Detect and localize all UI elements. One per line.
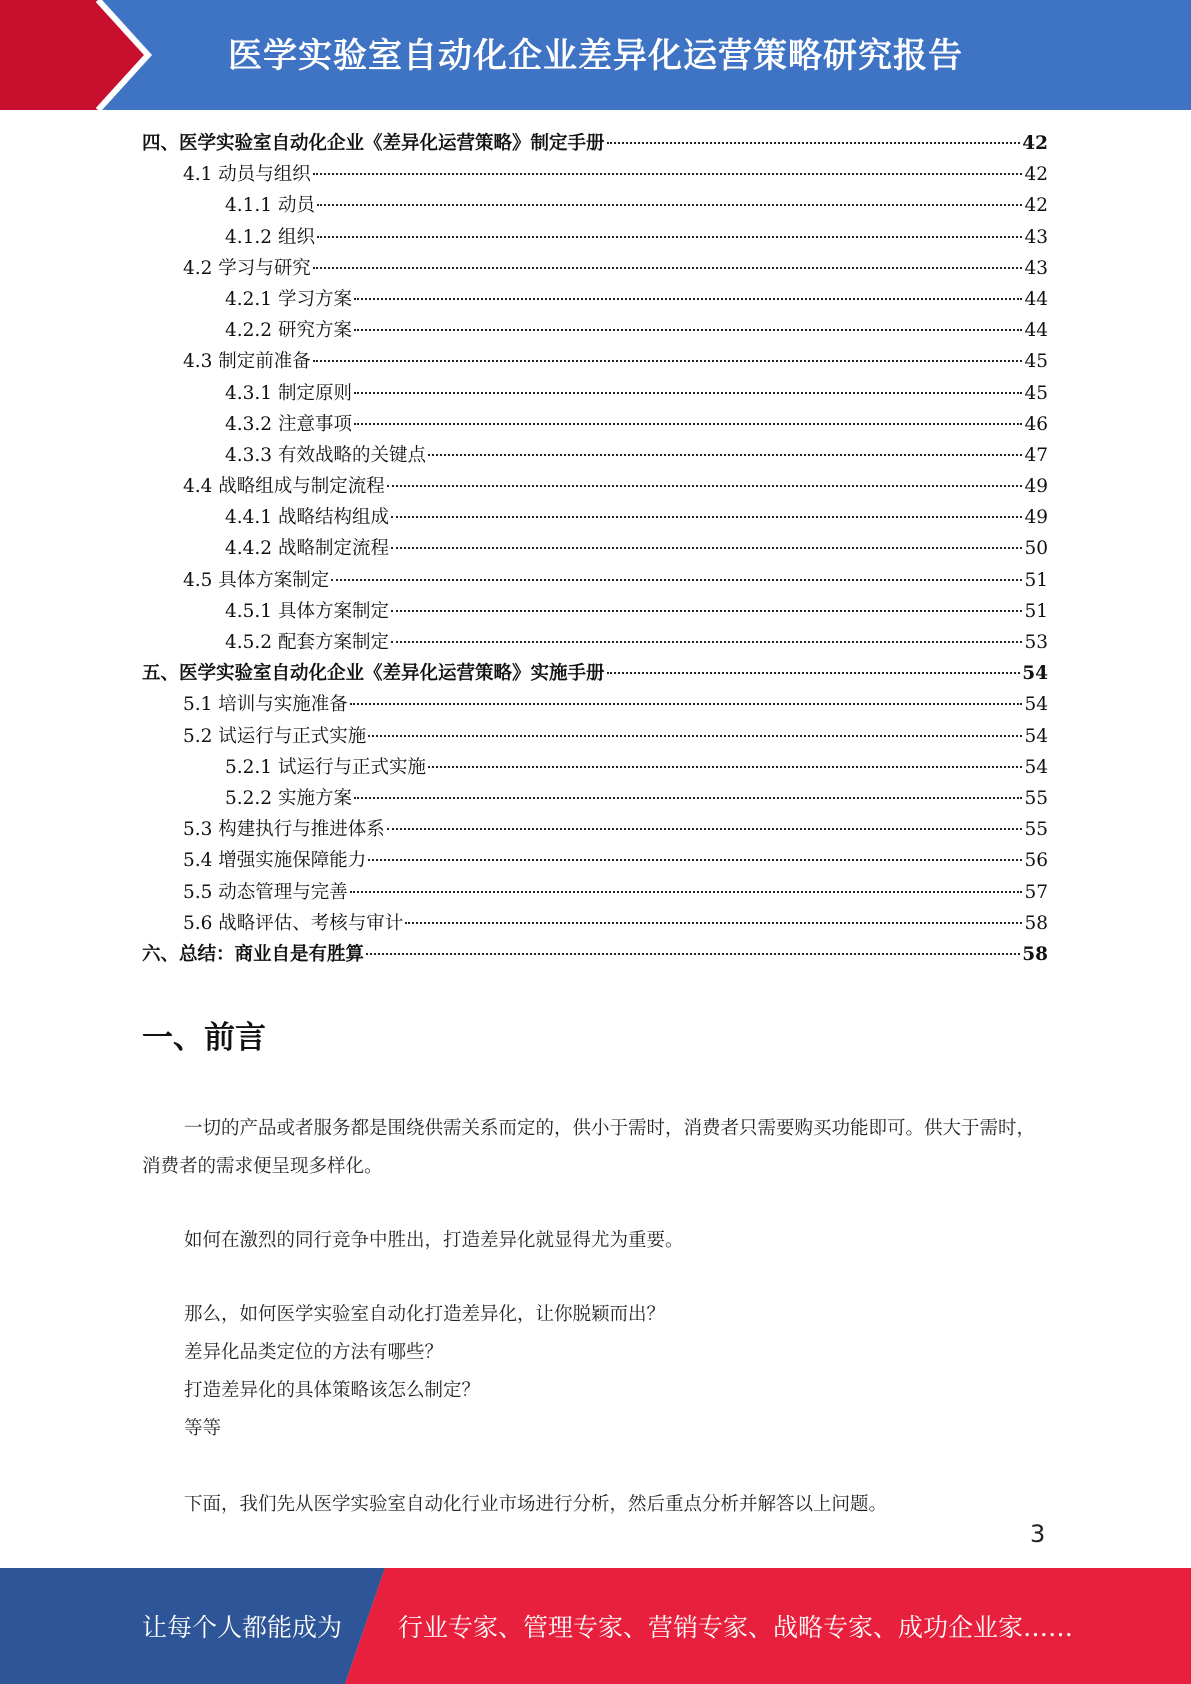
- toc-dot-leader: [313, 267, 1023, 269]
- toc-entry[interactable]: [142, 877, 1048, 908]
- footer-slogan-left: 让每个人都能成为: [142, 1613, 343, 1642]
- toc-dot-leader: [368, 735, 1022, 737]
- toc-entry-page: 43: [1024, 257, 1048, 279]
- toc-entry[interactable]: [142, 378, 1048, 409]
- toc-dot-leader: [354, 423, 1023, 425]
- question-item: 差异化品类定位的方法有哪些？: [184, 1342, 444, 1363]
- toc-entry-page: 42: [1024, 195, 1048, 217]
- toc-dot-leader: [391, 641, 1022, 643]
- toc-entry-page: 51: [1024, 600, 1048, 622]
- toc-entry-page: 55: [1024, 787, 1048, 809]
- toc-entry[interactable]: [142, 721, 1048, 752]
- question-item: 那么，如何医学实验室自动化打造差异化，让你脱颖而出？: [184, 1304, 666, 1325]
- intro-paragraph-3: [142, 1486, 1048, 1524]
- question-item: 打造差异化的具体策略该怎么制定？: [184, 1380, 481, 1401]
- toc-entry-label: 5.2.2 实施方案: [225, 787, 352, 809]
- toc-entry-label: 4.3.1 制定原则: [225, 382, 352, 404]
- toc-entry-label: 4.1 动员与组织: [183, 164, 311, 186]
- toc-entry-page: 54: [1024, 756, 1048, 778]
- toc-entry-page: 54: [1024, 694, 1048, 716]
- toc-entry-page: 44: [1024, 320, 1048, 342]
- toc-dot-leader: [354, 797, 1023, 799]
- table-of-contents: [142, 128, 1048, 970]
- toc-entry-label: 4.4 战略组成与制定流程: [183, 476, 385, 498]
- toc-entry[interactable]: [142, 908, 1048, 939]
- toc-entry-label: 5.2 试运行与正式实施: [183, 725, 367, 747]
- toc-entry-label: 4.5.2 配套方案制定: [225, 632, 389, 653]
- toc-dot-leader: [317, 236, 1023, 238]
- toc-dot-leader: [607, 142, 1021, 144]
- toc-entry-page: 49: [1024, 476, 1048, 498]
- footer-slogan-right: 行业专家、管理专家、营销专家、战略专家、成功企业家……: [398, 1613, 1074, 1642]
- toc-entry-page: 42: [1024, 164, 1048, 186]
- toc-entry[interactable]: [142, 222, 1048, 253]
- toc-entry[interactable]: [142, 346, 1048, 377]
- toc-entry-label: 4.4.2 战略制定流程: [225, 538, 389, 560]
- toc-entry-label: 5.3 构建执行与推进体系: [183, 819, 385, 841]
- toc-entry[interactable]: [142, 689, 1048, 720]
- toc-entry-label: 4.1.2 组织: [225, 226, 315, 248]
- toc-dot-leader: [428, 766, 1022, 768]
- toc-entry-page: 53: [1024, 632, 1048, 653]
- header-banner: [0, 0, 1191, 110]
- toc-entry-label: 4.5.1 具体方案制定: [225, 600, 389, 622]
- toc-entry-label: 4.2 学习与研究: [183, 257, 311, 279]
- toc-entry[interactable]: [142, 284, 1048, 315]
- toc-dot-leader: [387, 828, 1023, 830]
- toc-entry[interactable]: [142, 315, 1048, 346]
- page-number: 3: [1030, 1520, 1046, 1548]
- toc-dot-leader: [354, 329, 1023, 331]
- intro-paragraph-2: [142, 1222, 1048, 1260]
- toc-dot-leader: [428, 454, 1022, 456]
- toc-entry-label: 4.1.1 动员: [225, 195, 315, 217]
- toc-entry-label: 5.1 培训与实施准备: [183, 694, 348, 716]
- section-heading: 一、前言: [142, 1020, 266, 1056]
- toc-entry[interactable]: [142, 190, 1048, 221]
- toc-entry[interactable]: [142, 502, 1048, 533]
- toc-dot-leader: [350, 703, 1023, 705]
- toc-entry-page: 45: [1024, 382, 1048, 404]
- toc-entry-label: 4.3 制定前准备: [183, 351, 311, 373]
- footer-banner: [0, 1568, 1191, 1684]
- paragraph-text: 一切的产品或者服务都是围绕供需关系而定的，供小于需时，消费者只需要购买功能即可。供大于需时，消费者的需求便呈现多样化。: [142, 1118, 1036, 1177]
- intro-paragraph-1: [142, 1110, 1048, 1186]
- question-item: 等等: [184, 1418, 222, 1439]
- toc-entry-page: 49: [1024, 507, 1048, 529]
- toc-entry-page: 44: [1024, 288, 1048, 310]
- toc-dot-leader: [391, 547, 1022, 549]
- toc-entry-page: 54: [1024, 725, 1048, 747]
- toc-entry-label: 4.2.1 学习方案: [225, 288, 352, 310]
- toc-dot-leader: [354, 298, 1023, 300]
- toc-entry[interactable]: [142, 596, 1048, 627]
- toc-entry[interactable]: [142, 565, 1048, 596]
- toc-entry[interactable]: [142, 128, 1048, 159]
- toc-entry[interactable]: [142, 939, 1048, 970]
- toc-entry-page: 42: [1022, 133, 1048, 154]
- toc-dot-leader: [350, 891, 1023, 893]
- toc-entry[interactable]: [142, 533, 1048, 564]
- toc-entry-label: 4.5 具体方案制定: [183, 569, 330, 591]
- toc-entry-label: 5.5 动态管理与完善: [183, 881, 348, 903]
- toc-entry[interactable]: [142, 159, 1048, 190]
- toc-dot-leader: [354, 392, 1023, 394]
- toc-dot-leader: [387, 485, 1023, 487]
- toc-dot-leader: [391, 516, 1022, 518]
- toc-dot-leader: [366, 953, 1020, 955]
- toc-entry-label: 5.6 战略评估、考核与审计: [183, 912, 404, 934]
- toc-dot-leader: [331, 579, 1022, 581]
- toc-entry-page: 43: [1024, 226, 1048, 248]
- toc-entry-label: 4.3.3 有效战略的关键点: [225, 444, 426, 466]
- toc-dot-leader: [405, 922, 1022, 924]
- toc-entry-page: 45: [1024, 351, 1048, 373]
- toc-entry-label: 4.4.1 战略结构组成: [225, 507, 389, 529]
- toc-entry[interactable]: [142, 658, 1048, 689]
- toc-dot-leader: [391, 610, 1022, 612]
- toc-entry-page: 57: [1024, 881, 1048, 903]
- toc-dot-leader: [368, 859, 1022, 861]
- toc-entry-label: 5.4 增强实施保障能力: [183, 850, 367, 872]
- toc-entry-page: 50: [1024, 538, 1048, 560]
- toc-entry[interactable]: [142, 627, 1048, 658]
- toc-entry[interactable]: [142, 409, 1048, 440]
- toc-entry-label: 五、医学实验室自动化企业《差异化运营策略》实施手册: [142, 663, 605, 685]
- report-title: 医学实验室自动化企业差异化运营策略研究报告: [228, 36, 963, 76]
- toc-entry-page: 46: [1024, 413, 1048, 435]
- toc-entry[interactable]: [142, 814, 1048, 845]
- toc-entry-label: 六、总结：商业自是有胜算: [142, 943, 365, 965]
- toc-entry-page: 51: [1024, 569, 1048, 591]
- toc-dot-leader: [313, 360, 1023, 362]
- toc-entry[interactable]: [142, 440, 1048, 471]
- toc-entry-page: 55: [1024, 819, 1048, 841]
- toc-entry-page: 58: [1024, 912, 1048, 934]
- toc-entry-page: 56: [1024, 850, 1048, 872]
- toc-entry-label: 4.3.2 注意事项: [225, 413, 352, 435]
- toc-entry-label: 四、医学实验室自动化企业《差异化运营策略》制定手册: [142, 133, 605, 154]
- toc-entry[interactable]: [142, 752, 1048, 783]
- toc-dot-leader: [607, 672, 1021, 674]
- toc-dot-leader: [313, 173, 1023, 175]
- paragraph-text: 如何在激烈的同行竞争中胜出，打造差异化就显得尤为重要。: [184, 1230, 684, 1251]
- toc-entry-label: 4.2.2 研究方案: [225, 320, 352, 342]
- toc-entry-page: 58: [1022, 943, 1048, 965]
- toc-entry-page: 47: [1024, 444, 1048, 466]
- paragraph-text: 下面，我们先从医学实验室自动化行业市场进行分析，然后重点分析并解答以上问题。: [184, 1494, 888, 1515]
- toc-entry[interactable]: [142, 253, 1048, 284]
- toc-dot-leader: [317, 204, 1023, 206]
- toc-entry[interactable]: [142, 471, 1048, 502]
- toc-entry-page: 54: [1022, 663, 1048, 685]
- toc-entry[interactable]: [142, 783, 1048, 814]
- toc-entry-label: 5.2.1 试运行与正式实施: [225, 756, 426, 778]
- toc-entry[interactable]: [142, 845, 1048, 876]
- question-list: [142, 1296, 1048, 1448]
